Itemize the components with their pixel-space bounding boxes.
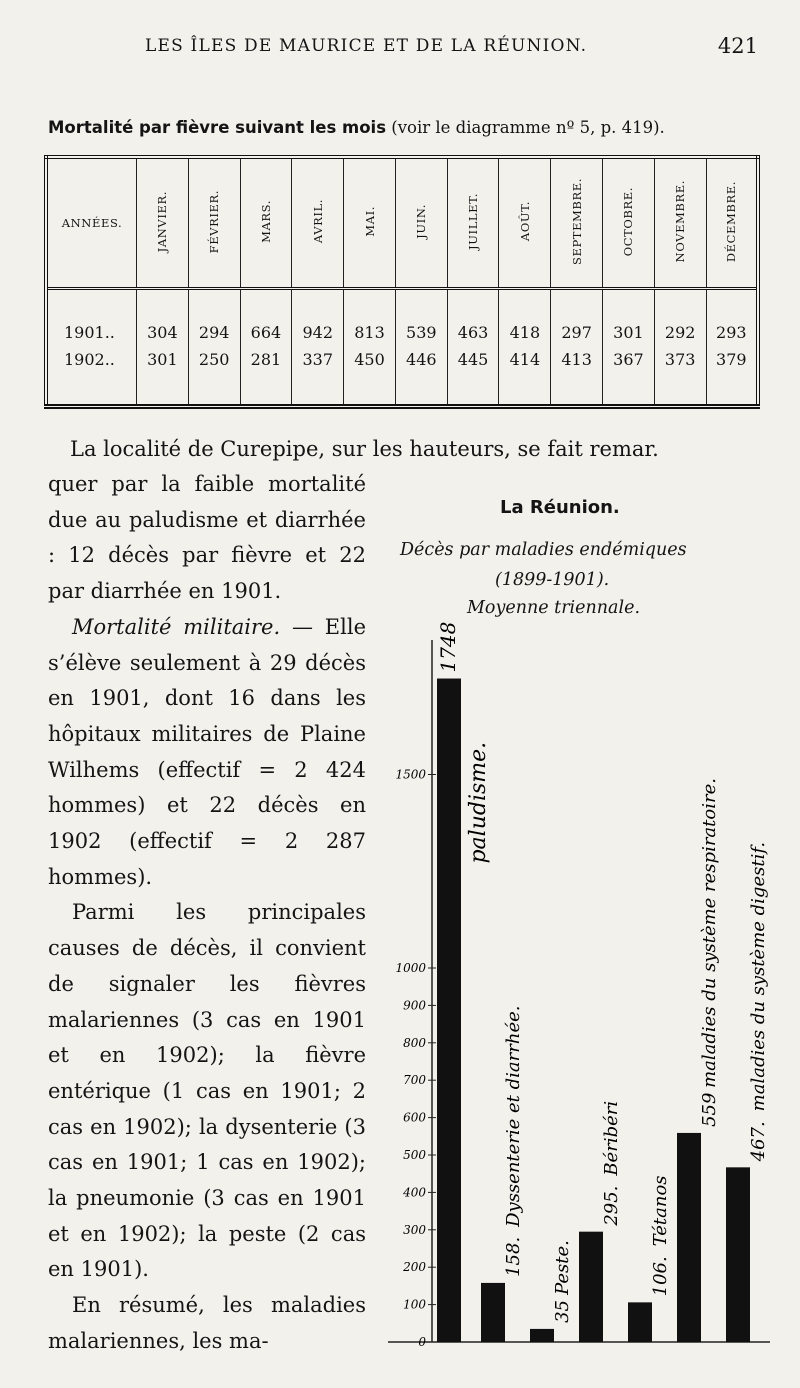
bar-chart [380, 620, 780, 1355]
bar-category-label: Peste. [552, 1240, 573, 1295]
chart-subtitle: Décès par maladies endémiques [400, 540, 687, 560]
table-cell: 292 [654, 289, 706, 345]
bar-value-label: 158. [503, 1236, 524, 1277]
section-title: Mortalité militaire. [72, 614, 281, 639]
bar [437, 679, 461, 1342]
table-cell: 281 [240, 344, 292, 406]
table-cell: 1902.. [64, 350, 115, 370]
col-header-month: NOVEMBRE. [654, 157, 706, 289]
bar-category-label: Béribéri [601, 1100, 622, 1176]
table-cell: 1901.. [64, 323, 115, 343]
paragraph: Parmi les principales causes de décès, il convient de signaler les fièvres malariennes (3 cas en 1901 et en 1902); la fièvre entérique (1 cas en 1901; 2 cas en 1902); la dysenterie (3 cas en 1901; 1 cas en 1902); la pneumonie (3 cas en 1901 et en 1902); la peste (2 cas en 1901). [48, 900, 366, 1282]
paragraph: quer par la faible mortalité due au paludisme et diarrhée : 12 décès par fièvre et 22 par diarrhée en 1901. [48, 472, 366, 604]
col-header-month: DÉCEMBRE. [706, 157, 758, 289]
table-cell: 414 [499, 344, 551, 406]
table-cell: 418 [499, 289, 551, 345]
col-header-month: AVRIL. [292, 157, 344, 289]
table-cell: 304 [137, 289, 189, 345]
col-header-month: JUIN. [395, 157, 447, 289]
y-tick-label: 900 [403, 998, 426, 1013]
bar [726, 1167, 750, 1342]
col-header-month: OCTOBRE. [603, 157, 655, 289]
bar-value-label: 559 [699, 1092, 720, 1127]
table-cell: 301 [603, 289, 655, 345]
y-tick-label: 500 [403, 1148, 426, 1162]
chart-subtitle: (1899-1901). [495, 570, 610, 590]
bar-category-label: paludisme. [466, 741, 491, 864]
y-tick-label: 1000 [395, 961, 426, 975]
bar-category-label: Tétanos [650, 1175, 671, 1247]
col-header-annees: ANNÉES. [46, 157, 137, 289]
bar-value-label: 467. [748, 1121, 769, 1162]
y-tick-label: 1500 [395, 767, 426, 782]
bar-value-label: 106. [650, 1256, 671, 1297]
table-cell: 450 [344, 344, 396, 406]
table-row [46, 289, 758, 345]
y-tick-label: 600 [403, 1110, 426, 1125]
bar-value-label: 35 [552, 1300, 573, 1323]
table-caption-bold: Mortalité par fièvre suivant les mois [48, 118, 387, 137]
bar-value-label: 1748 [436, 621, 460, 673]
table-cell: 367 [603, 344, 655, 406]
lead-paragraph: La localité de Curepipe, sur les hauteurs, se fait remar. [70, 437, 659, 461]
y-tick-label: 700 [403, 1073, 426, 1088]
chart-subtitle: Moyenne triennale. [467, 598, 641, 618]
y-tick-label: 0 [418, 1335, 426, 1349]
bar-category-label: maladies du système respiratoire. [699, 778, 720, 1088]
y-tick-label: 400 [403, 1185, 426, 1200]
table-cell: 446 [395, 344, 447, 406]
table-cell: 813 [344, 289, 396, 345]
table-cell: 379 [706, 344, 758, 406]
table-cell: 942 [292, 289, 344, 345]
col-header-month: MAI. [344, 157, 396, 289]
col-header-month: JUILLET. [447, 157, 499, 289]
chart-title: La Réunion. [500, 497, 620, 518]
table-header-row [46, 157, 758, 289]
table-caption [48, 118, 665, 137]
bar-value-label: 295. [601, 1185, 622, 1226]
col-header-month: AOÛT. [499, 157, 551, 289]
y-tick-label: 300 [403, 1222, 426, 1237]
left-column-text [48, 467, 366, 1360]
bar [481, 1283, 505, 1342]
table-cell: 337 [292, 344, 344, 406]
bar-category-label: maladies du système digestif. [748, 841, 769, 1112]
table-cell: 297 [551, 289, 603, 345]
bar [628, 1302, 652, 1342]
table-cell: 413 [551, 344, 603, 406]
table-cell: 664 [240, 289, 292, 345]
page-number: 421 [717, 34, 758, 58]
table-cell: 463 [447, 289, 499, 345]
y-tick-label: 200 [403, 1260, 426, 1275]
bar [579, 1232, 603, 1342]
table-cell: 373 [654, 344, 706, 406]
col-header-month: JANVIER. [137, 157, 189, 289]
table-cell: 250 [188, 344, 240, 406]
table-cell: 539 [395, 289, 447, 345]
running-title: LES ÎLES DE MAURICE ET DE LA RÉUNION. [145, 36, 588, 56]
table-cell: 294 [188, 289, 240, 345]
table-cell: 301 [137, 344, 189, 406]
table-caption-rest: (voir le diagramme nº 5, p. 419). [386, 118, 665, 137]
paragraph: En résumé, les maladies malariennes, les ma- [48, 1293, 366, 1353]
bar [530, 1329, 554, 1342]
y-tick-label: 100 [403, 1297, 426, 1312]
table-cell: 293 [706, 289, 758, 345]
bar-category-label: Dyssenterie et diarrhée. [503, 1005, 524, 1227]
paragraph: Mortalité militaire. — Elle s’élève seulement à 29 décès en 1901, dont 16 dans les hôpitaux militaires de Plaine Wilhems (effectif = 2 424 hommes) et 22 décès en 1902 (effectif = 2 287 hommes). [48, 614, 366, 889]
bar [677, 1133, 701, 1342]
mortality-table [44, 155, 760, 409]
col-header-month: FÉVRIER. [188, 157, 240, 289]
col-header-month: MARS. [240, 157, 292, 289]
table-cell: 445 [447, 344, 499, 406]
table-row [46, 344, 758, 406]
col-header-month: SEPTEMBRE. [551, 157, 603, 289]
y-tick-label: 800 [403, 1035, 426, 1050]
